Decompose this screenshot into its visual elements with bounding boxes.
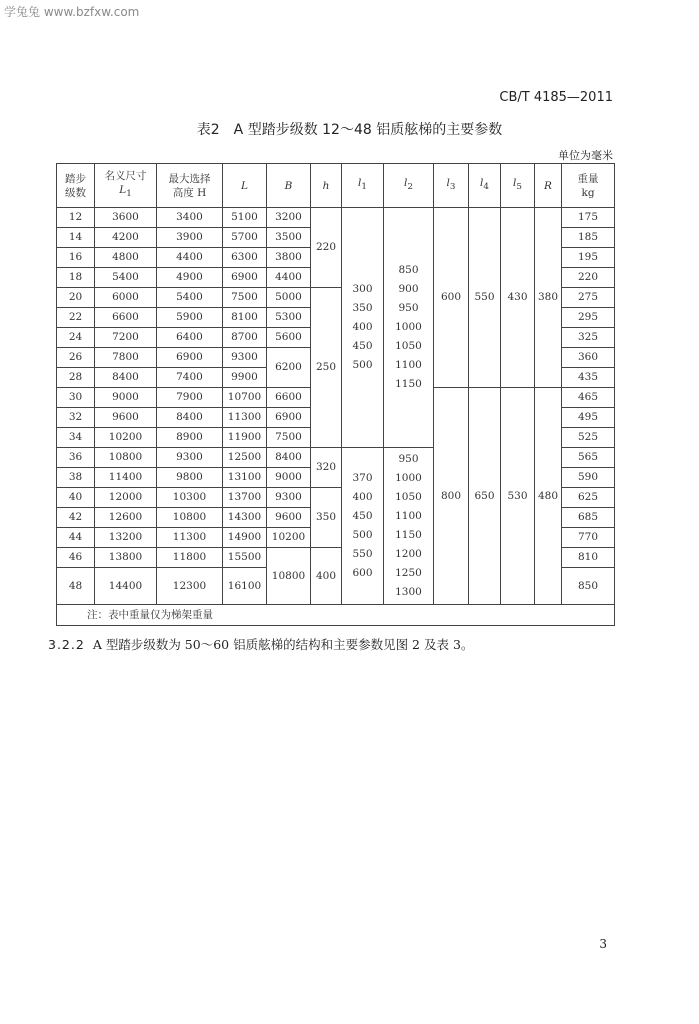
cell-h-group-d: 350 (311, 488, 342, 548)
cell-L: 12500 (223, 448, 267, 468)
l1-top-value: 300 (352, 283, 373, 295)
cell-steps: 48 (57, 568, 95, 605)
cell-steps: 44 (57, 528, 95, 548)
cell-steps: 46 (57, 548, 95, 568)
cell-weight: 850 (562, 568, 615, 605)
l1-bottom-value: 550 (352, 548, 373, 560)
cell-l5-top: 430 (501, 208, 535, 388)
cell-max-height: 10800 (157, 508, 223, 528)
cell-h-group-a: 220 (311, 208, 342, 288)
cell-B: 9300 (267, 488, 311, 508)
cell-nominal: 9600 (95, 408, 157, 428)
cell-nominal: 8400 (95, 368, 157, 388)
parameter-table (56, 163, 615, 626)
l2-top-value: 1050 (395, 340, 422, 352)
cell-nominal: 11400 (95, 468, 157, 488)
cell-L: 10700 (223, 388, 267, 408)
cell-weight: 495 (562, 408, 615, 428)
l1-top-value: 400 (352, 321, 373, 333)
cell-L: 13100 (223, 468, 267, 488)
clause-paragraph (48, 635, 473, 653)
header-l4-subscript: 4 (483, 182, 489, 193)
cell-nominal: 14400 (95, 568, 157, 605)
cell-steps: 42 (57, 508, 95, 528)
header-l4 (469, 164, 501, 208)
header-weight-line1: 重量 (577, 172, 599, 185)
cell-B: 3200 (267, 208, 311, 228)
cell-max-height: 9300 (157, 448, 223, 468)
cell-B: 5300 (267, 308, 311, 328)
cell-L: 8700 (223, 328, 267, 348)
cell-B: 8400 (267, 448, 311, 468)
header-l2-subscript: 2 (407, 182, 413, 193)
header-l3-symbol: l (446, 177, 450, 190)
cell-L: 6300 (223, 248, 267, 268)
header-B (267, 164, 311, 208)
cell-steps: 12 (57, 208, 95, 228)
header-steps-line1: 踏步 (65, 172, 86, 185)
l2-bottom-value: 950 (398, 453, 419, 465)
cell-max-height: 4400 (157, 248, 223, 268)
cell-B: 7500 (267, 428, 311, 448)
header-l5 (501, 164, 535, 208)
cell-steps: 36 (57, 448, 95, 468)
cell-weight: 325 (562, 328, 615, 348)
cell-L: 8100 (223, 308, 267, 328)
clause-number: 3.2.2 (48, 637, 85, 652)
cell-B: 3500 (267, 228, 311, 248)
cell-nominal: 4800 (95, 248, 157, 268)
table-row (57, 208, 615, 228)
cell-nominal: 4200 (95, 228, 157, 248)
cell-weight: 220 (562, 268, 615, 288)
cell-L: 16100 (223, 568, 267, 605)
cell-L: 14900 (223, 528, 267, 548)
cell-weight: 565 (562, 448, 615, 468)
cell-steps: 20 (57, 288, 95, 308)
l2-bottom-value: 1300 (395, 586, 422, 598)
cell-B: 10200 (267, 528, 311, 548)
cell-weight: 770 (562, 528, 615, 548)
cell-l2-bottom (384, 448, 434, 605)
header-max-height (157, 164, 223, 208)
cell-L: 9900 (223, 368, 267, 388)
cell-B-merged: 10800 (267, 548, 311, 605)
cell-l1-bottom (342, 448, 384, 605)
l2-bottom-value: 1150 (395, 529, 422, 541)
cell-nominal: 12000 (95, 488, 157, 508)
cell-weight: 465 (562, 388, 615, 408)
header-h (311, 164, 342, 208)
page-number: 3 (599, 937, 607, 951)
l1-bottom-value: 600 (352, 567, 373, 579)
l2-bottom-value: 1200 (395, 548, 422, 560)
l1-bottom-value: 450 (352, 510, 373, 522)
cell-max-height: 4900 (157, 268, 223, 288)
table-title: 表2 A 型踏步级数 12～48 铝质舷梯的主要参数 (196, 122, 503, 138)
header-row (57, 164, 615, 208)
cell-B: 9600 (267, 508, 311, 528)
header-steps-line2: 级数 (65, 186, 86, 199)
l2-top-value: 1150 (395, 378, 422, 390)
cell-B: 9000 (267, 468, 311, 488)
l1-top-value: 500 (352, 359, 373, 371)
cell-nominal: 10200 (95, 428, 157, 448)
cell-max-height: 5400 (157, 288, 223, 308)
cell-max-height: 3400 (157, 208, 223, 228)
table-note: 注：表中重量仅为梯架重量 (57, 605, 615, 626)
cell-l5-bottom: 530 (501, 388, 535, 605)
header-L (223, 164, 267, 208)
cell-B: 6600 (267, 388, 311, 408)
l2-top-value: 1100 (395, 359, 422, 371)
cell-nominal: 5400 (95, 268, 157, 288)
header-l5-symbol: l (513, 177, 517, 190)
cell-nominal: 13200 (95, 528, 157, 548)
header-R-symbol: R (544, 179, 552, 192)
header-nominal (95, 164, 157, 208)
header-weight-line2: kg (581, 186, 595, 199)
cell-nominal: 10800 (95, 448, 157, 468)
header-max-height-line1: 最大选择 (168, 172, 211, 185)
header-l1-symbol: l (358, 177, 362, 190)
cell-L: 5100 (223, 208, 267, 228)
note-row (57, 605, 615, 626)
cell-nominal: 3600 (95, 208, 157, 228)
header-l3-subscript: 3 (449, 182, 456, 193)
cell-B: 5000 (267, 288, 311, 308)
cell-L: 14300 (223, 508, 267, 528)
cell-steps: 30 (57, 388, 95, 408)
header-l2-symbol: l (404, 177, 408, 190)
cell-L: 6900 (223, 268, 267, 288)
cell-L: 11300 (223, 408, 267, 428)
cell-weight: 685 (562, 508, 615, 528)
cell-L: 13700 (223, 488, 267, 508)
header-L-symbol: L (241, 179, 248, 192)
cell-l3-top: 600 (434, 208, 469, 388)
cell-max-height: 11800 (157, 548, 223, 568)
l2-top-value: 1000 (395, 321, 422, 333)
header-nominal-subscript: 1 (126, 189, 132, 200)
cell-weight: 195 (562, 248, 615, 268)
cell-nominal: 13800 (95, 548, 157, 568)
cell-nominal: 6000 (95, 288, 157, 308)
cell-max-height: 7400 (157, 368, 223, 388)
cell-steps: 32 (57, 408, 95, 428)
cell-B: 5600 (267, 328, 311, 348)
cell-l3-bottom: 800 (434, 388, 469, 605)
cell-weight: 185 (562, 228, 615, 248)
header-l1 (342, 164, 384, 208)
header-steps (57, 164, 95, 208)
cell-max-height: 11300 (157, 528, 223, 548)
cell-nominal: 12600 (95, 508, 157, 528)
cell-max-height: 5900 (157, 308, 223, 328)
cell-steps: 24 (57, 328, 95, 348)
cell-max-height: 12300 (157, 568, 223, 605)
cell-steps: 40 (57, 488, 95, 508)
header-B-symbol: B (284, 179, 293, 192)
cell-max-height: 6900 (157, 348, 223, 368)
standard-number: CB/T 4185—2011 (499, 90, 613, 105)
header-R (535, 164, 562, 208)
cell-weight: 435 (562, 368, 615, 388)
l1-top-value: 450 (352, 340, 373, 352)
cell-weight: 295 (562, 308, 615, 328)
cell-R-bottom: 480 (535, 388, 562, 605)
header-l3 (434, 164, 469, 208)
cell-steps: 22 (57, 308, 95, 328)
l2-bottom-value: 1100 (395, 510, 422, 522)
header-l4-symbol: l (480, 177, 484, 190)
l2-top-value: 900 (398, 283, 419, 295)
cell-l4-bottom: 650 (469, 388, 501, 605)
cell-steps: 26 (57, 348, 95, 368)
header-l5-subscript: 5 (516, 182, 522, 193)
unit-label: 单位为毫米 (558, 149, 613, 162)
cell-nominal: 7800 (95, 348, 157, 368)
cell-weight: 275 (562, 288, 615, 308)
cell-R-top: 380 (535, 208, 562, 388)
watermark: 学兔兔 www.bzfxw.com (4, 5, 140, 19)
cell-steps: 34 (57, 428, 95, 448)
cell-L: 5700 (223, 228, 267, 248)
l2-bottom-value: 1000 (395, 472, 422, 484)
cell-h-group-e: 400 (311, 548, 342, 605)
cell-max-height: 8400 (157, 408, 223, 428)
cell-nominal: 6600 (95, 308, 157, 328)
cell-l2-top (384, 208, 434, 448)
header-l2 (384, 164, 434, 208)
l2-top-value: 850 (398, 264, 419, 276)
cell-max-height: 10300 (157, 488, 223, 508)
cell-l1-top (342, 208, 384, 448)
cell-B-merged: 6200 (267, 348, 311, 388)
cell-steps: 14 (57, 228, 95, 248)
l1-top-value: 350 (352, 302, 373, 314)
header-h-symbol: h (322, 179, 330, 192)
cell-B: 4400 (267, 268, 311, 288)
cell-steps: 38 (57, 468, 95, 488)
cell-h-group-b: 250 (311, 288, 342, 448)
clause-text: A 型踏步级数为 50～60 铝质舷梯的结构和主要参数见图 2 及表 3。 (92, 637, 474, 652)
cell-max-height: 9800 (157, 468, 223, 488)
l1-bottom-value: 370 (352, 472, 373, 484)
cell-L: 9300 (223, 348, 267, 368)
l1-bottom-value: 400 (352, 491, 373, 503)
cell-weight: 625 (562, 488, 615, 508)
cell-steps: 18 (57, 268, 95, 288)
header-weight (562, 164, 615, 208)
cell-weight: 525 (562, 428, 615, 448)
l2-top-value: 950 (398, 302, 419, 314)
l1-bottom-value: 500 (352, 529, 373, 541)
l2-bottom-value: 1250 (395, 567, 422, 579)
header-nominal-symbol: L (119, 184, 127, 197)
cell-weight: 810 (562, 548, 615, 568)
cell-h-group-c: 320 (311, 448, 342, 488)
cell-steps: 16 (57, 248, 95, 268)
cell-max-height: 8900 (157, 428, 223, 448)
cell-nominal: 7200 (95, 328, 157, 348)
header-nominal-line1: 名义尺寸 (104, 170, 147, 183)
cell-weight: 175 (562, 208, 615, 228)
cell-weight: 360 (562, 348, 615, 368)
header-max-height-line2: 高度 H (172, 186, 207, 199)
cell-B: 3800 (267, 248, 311, 268)
cell-l4-top: 550 (469, 208, 501, 388)
l2-bottom-value: 1050 (395, 491, 422, 503)
cell-L: 7500 (223, 288, 267, 308)
cell-max-height: 6400 (157, 328, 223, 348)
cell-L: 11900 (223, 428, 267, 448)
cell-max-height: 7900 (157, 388, 223, 408)
cell-L: 15500 (223, 548, 267, 568)
cell-B: 6900 (267, 408, 311, 428)
cell-steps: 28 (57, 368, 95, 388)
cell-nominal: 9000 (95, 388, 157, 408)
header-l1-subscript: 1 (361, 182, 367, 193)
header-nominal-line2 (95, 183, 156, 201)
cell-max-height: 3900 (157, 228, 223, 248)
cell-weight: 590 (562, 468, 615, 488)
